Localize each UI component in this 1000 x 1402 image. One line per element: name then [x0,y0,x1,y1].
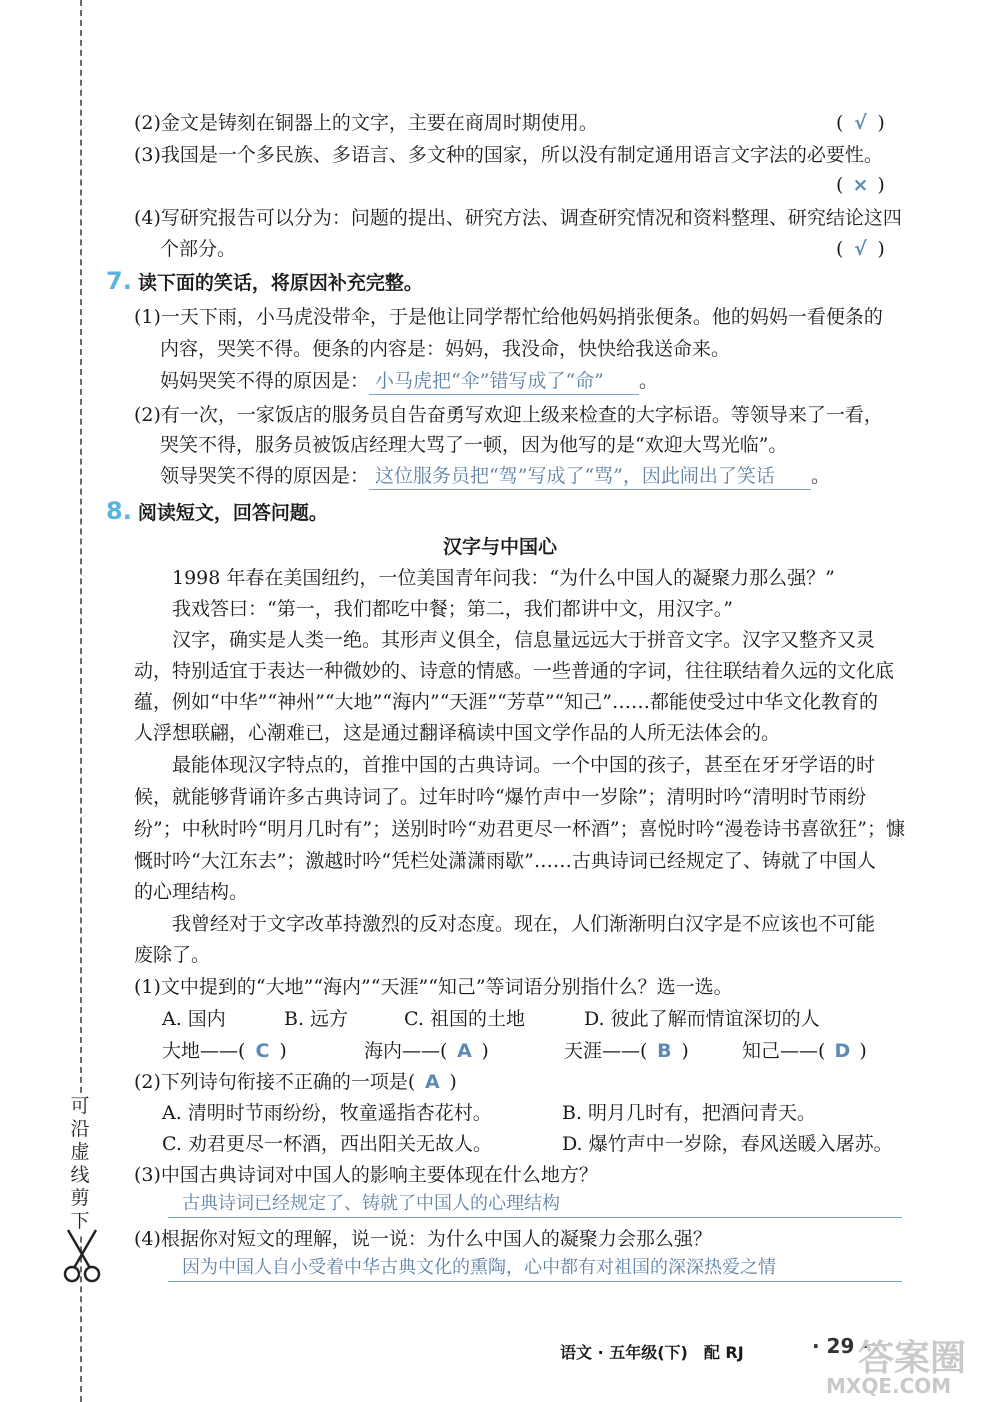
sq1-option-c: C. 祖国的土地 [404,1008,525,1030]
sq2-stem: (2)下列诗句衔接不正确的一项是( [134,1071,416,1093]
q7-item2-line1: (2)有一次，一家饭店的服务员自告奋勇写欢迎上级来检查的大字标语。等领导来了一看， [134,404,883,426]
passage-p3-line1: 汉字，确实是人类一绝。其形声义俱全，信息量远远大于拼音文字。汉字又整齐又灵 [172,629,876,651]
passage-p3-line4: 人浮想联翩，心潮难已，这是通过翻译稿读中国文学作品的人所无法体会的。 [134,722,781,744]
q7-item2-period: 。 [811,465,831,487]
q6-item2: (2)金文是铸刻在铜器上的文字，主要在商周时期使用。 [134,112,598,134]
footer-book-info: 语文 · 五年级(下) 配 RJ [560,1343,744,1362]
q6-item4-mark: ( √ ) [836,238,885,260]
passage-p4-line1: 最能体现汉字特点的，首推中国的古典诗词。一个中国的孩子，甚至在牙牙学语的时 [172,754,876,776]
q7-heading-text: 读下面的笑话，将原因补充完整。 [137,272,423,294]
q7-item1-answer: 小马虎把“伞”错写成了“命” [369,368,639,395]
sq2-option-b: B. 明月几时有，把酒问青天。 [562,1102,817,1124]
sq3-answer: 古典诗词已经规定了、铸就了中国人的心理结构 [168,1193,902,1218]
sq4-stem: (4)根据你对短文的理解，说一说：为什么中国人的凝聚力会那么强？ [134,1228,712,1250]
q7-item2-prompt: 领导哭笑不得的原因是： [160,465,370,487]
sq1-fill-dadi-answer: C [255,1040,270,1062]
passage-p1: 1998 年春在美国纽约，一位美国青年问我：“为什么中国人的凝聚力那么强？” [172,567,835,589]
passage-p4-line3: 纷”；中秋时吟“明月几时有”；送别时吟“劝君更尽一杯酒”；喜悦时吟“漫卷诗书喜欲狂”；慷 [134,818,905,840]
q6-item4-line1: (4)写研究报告可以分为：问题的提出、研究方法、调查研究情况和资料整理、研究结论这四 [134,207,902,229]
sq2-option-c: C. 劝君更尽一杯酒，西出阳关无故人。 [162,1133,492,1155]
q7-item2-answer: 这位服务员把“驾”写成了“骂”，因此闹出了笑话 [369,463,811,490]
sq2-option-a: A. 清明时节雨纷纷，牧童遥指杏花村。 [162,1102,492,1124]
watermark-url: MXQE.COM [826,1374,952,1398]
q7-item1-answer-row [160,368,658,395]
sq3-stem: (3)中国古典诗词对中国人的影响主要体现在什么地方？ [134,1164,598,1186]
passage-p5-line2: 废除了。 [134,944,211,966]
sq1-option-b: B. 远方 [284,1008,349,1030]
watermark-logo: 答案圈 [858,1338,967,1379]
q8-heading [106,498,328,526]
page-number: · 29 · [812,1334,869,1358]
sq1-option-d: D. 彼此了解而情谊深切的人 [584,1008,820,1030]
q7-heading [106,268,423,296]
passage-title: 汉字与中国心 [442,536,557,558]
cut-here-note: 可沿虚线剪下 [68,1095,92,1233]
sq1-fill-dadi: 大地——( C ) [162,1040,287,1062]
sq1-fill-zhiji: 知己——( D ) [742,1040,867,1062]
sq1-fill-zhiji-answer: D [834,1040,851,1062]
q6-item3-mark: ( × ) [836,174,885,196]
sq1-fill-tianya-answer: B [657,1040,672,1062]
q7-item1-line2: 内容，哭笑不得。便条的内容是：妈妈，我没命，快快给我送命来。 [160,338,731,360]
passage-p3-line2: 动，特别适宜于表达一种微妙的、诗意的情感。一些普通的字词，往往联结着久远的文化底 [134,660,895,682]
passage-p4-line4: 慨时吟“大江东去”；激越时吟“凭栏处潇潇雨歇”……古典诗词已经规定了、铸就了中国人 [134,850,876,872]
sq2-option-d: D. 爆竹声中一岁除，春风送暖入屠苏。 [562,1133,893,1155]
passage-p2: 我戏答曰：“第一，我们都吃中餐；第二，我们都讲中文，用汉字。” [172,598,733,620]
sq2-stem-row: (2)下列诗句衔接不正确的一项是( A ) [134,1071,457,1093]
q7-item1-line1: (1)一天下雨，小马虎没带伞，于是他让同学帮忙给他妈妈捎张便条。他的妈妈一看便条的 [134,306,883,328]
q8-number: 8. [106,497,132,525]
q7-number: 7. [106,267,132,295]
scissors-icon [62,1228,102,1284]
passage-p5-line1: 我曾经对于文字改革持激烈的反对态度。现在，人们渐渐明白汉字是不应该也不可能 [172,913,876,935]
q6-item3: (3)我国是一个多民族、多语言、多文种的国家，所以没有制定通用语言文字法的必要性。 [134,144,883,166]
sq4-answer: 因为中国人自小受着中华古典文化的熏陶，心中都有对祖国的深深热爱之情 [168,1257,902,1282]
q6-item2-mark: ( √ ) [836,112,885,134]
sq1-fill-hainei-answer: A [457,1040,472,1062]
q7-item2-answer-row [160,463,830,490]
sq1-fill-hainei: 海内——( A ) [364,1040,489,1062]
sq1-stem: (1)文中提到的“大地”“海内”“天涯”“知己”等词语分别指什么？选一选。 [134,976,733,998]
q7-item2-line2: 哭笑不得，服务员被饭店经理大骂了一顿，因为他写的是“欢迎大骂光临”。 [160,434,788,456]
passage-p4-line5: 的心理结构。 [134,881,249,903]
sq1-fill-tianya: 天涯——( B ) [564,1040,689,1062]
q8-heading-text: 阅读短文，回答问题。 [137,502,328,524]
sq1-option-a: A. 国内 [162,1008,226,1030]
passage-p3-line3: 蕴，例如“中华”“神州”“大地”“海内”“天涯”“芳草”“知己”……都能使受过中华文化教育的 [134,691,878,713]
q6-item4-line2: 个部分。 [160,238,237,260]
q7-item1-prompt: 妈妈哭笑不得的原因是： [160,370,370,392]
passage-p4-line2: 候，就能够背诵许多古典诗词了。过年时吟“爆竹声中一岁除”；清明时吟“清明时节雨纷 [134,786,867,808]
sq2-answer: A [424,1071,440,1093]
q7-item1-period: 。 [639,370,659,392]
